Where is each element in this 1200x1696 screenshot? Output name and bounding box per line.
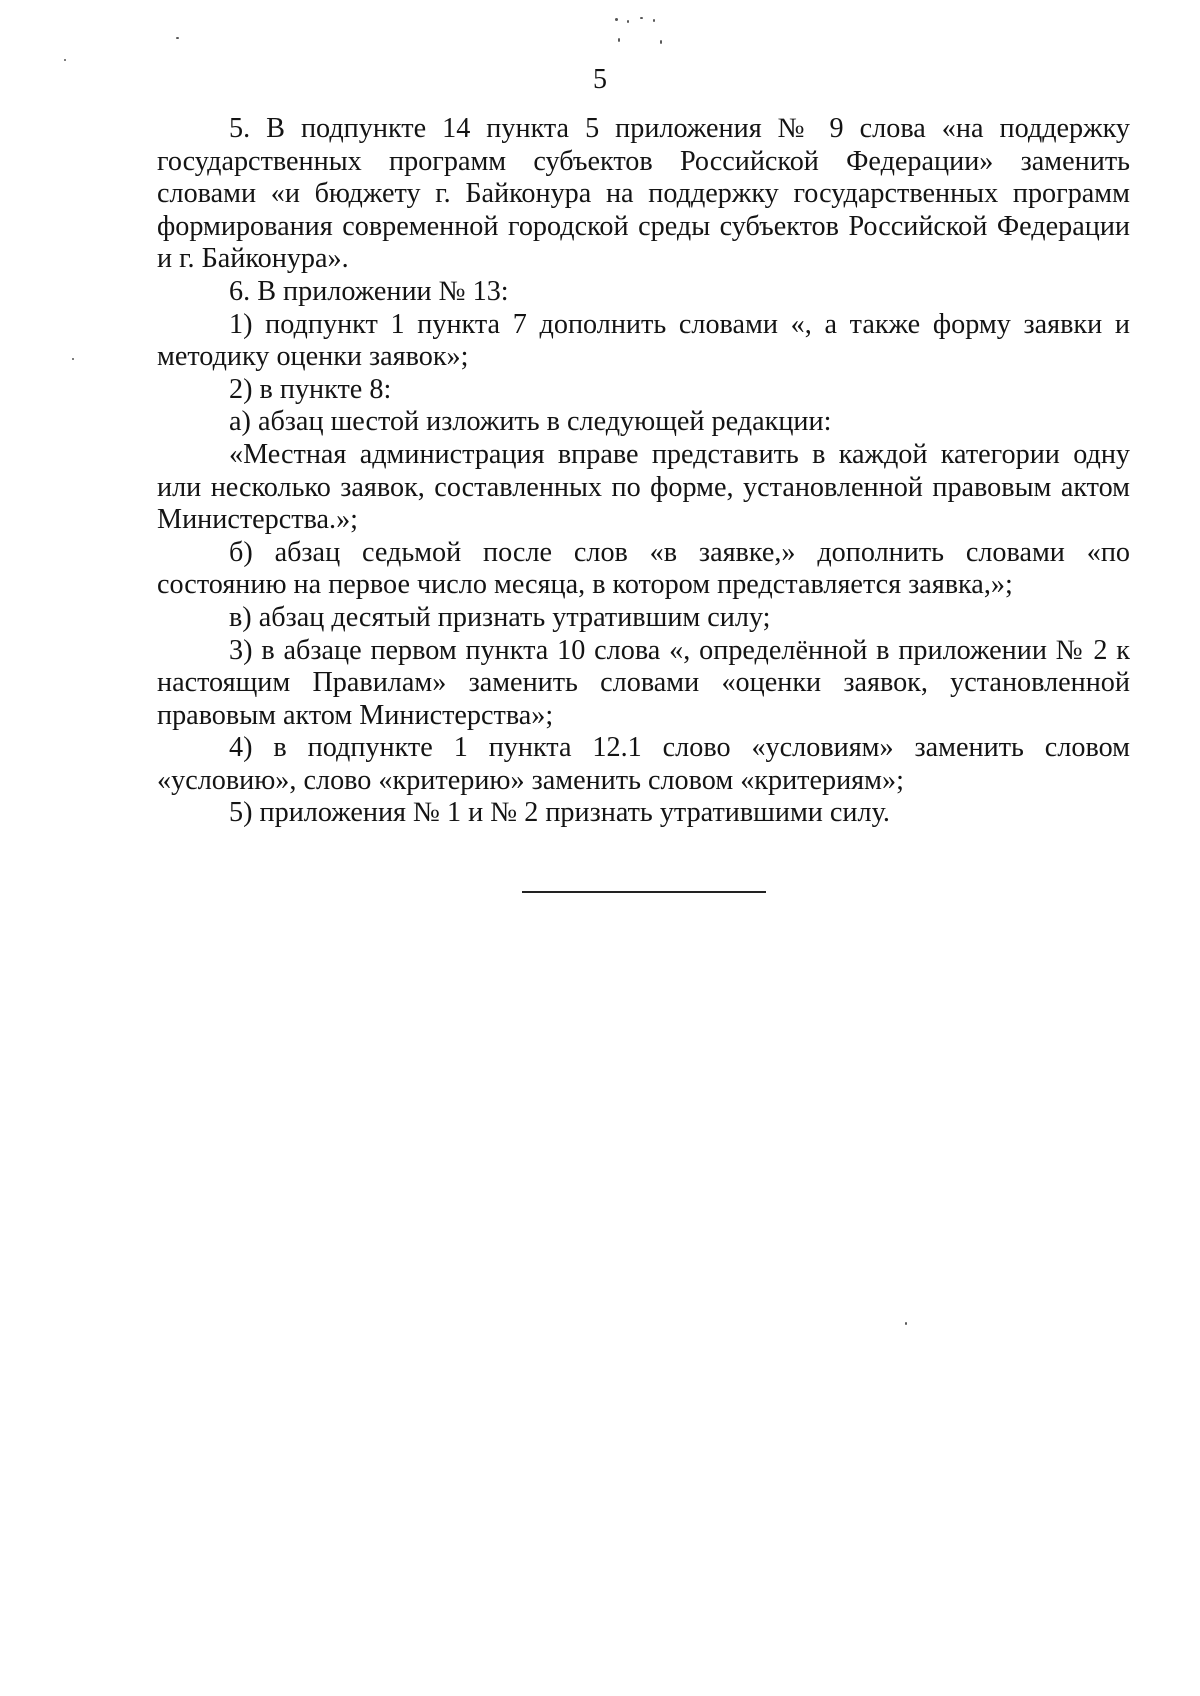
scan-artifact (64, 59, 66, 61)
page-number: 5 (593, 64, 607, 95)
paragraph-subitem-4: 4) в подпункте 1 пункта 12.1 слово «условиям» заменить словом «условию», слово «критерию» заменить словом «критериям»; (157, 732, 1130, 796)
closing-divider-line (522, 891, 766, 893)
scan-artifact (905, 1322, 907, 1325)
paragraph-subitem-2v: в) абзац десятый признать утратившим силу; (229, 601, 771, 633)
paragraph-subitem-1: 1) подпункт 1 пункта 7 дополнить словами «, а также форму заявки и методику оценки заявок»; (157, 308, 1130, 373)
scan-artifact (615, 18, 618, 21)
paragraph-subitem-2: 2) в пункте 8: (229, 373, 392, 405)
paragraph-item-6-heading: 6. В приложении № 13: (229, 275, 509, 307)
scan-artifact (640, 17, 643, 19)
scan-artifact (627, 20, 629, 23)
scan-artifact (653, 19, 655, 22)
paragraph-subitem-2b: б) абзац седьмой после слов «в заявке,» дополнить словами «по состоянию на первое число месяца, в котором представляется заявка,»; (157, 536, 1130, 601)
scan-artifact (618, 38, 620, 42)
scan-artifact (72, 358, 74, 360)
document-body (157, 113, 1130, 830)
scan-artifact (176, 37, 179, 39)
paragraph-subitem-3: 3) в абзаце первом пункта 10 слова «, определённой в приложении № 2 к настоящим Правилам» заменить словами «оценки заявок, установленной правовым актом Министерства»; (157, 634, 1130, 731)
paragraph-subitem-2a: а) абзац шестой изложить в следующей редакции: (229, 406, 832, 438)
paragraph-subitem-5: 5) приложения № 1 и № 2 признать утратившими силу. (229, 797, 890, 829)
paragraph-item-5: 5. В подпункте 14 пункта 5 приложения № 9 слова «на поддержку государственных программ субъектов Российской Федерации» заменить словами «и бюджету г. Байконура на поддержку государственных программ формирования современной городской среды субъектов Российской Федерации и г. Байконура». (157, 113, 1130, 275)
paragraph-quoted-text: «Местная администрация вправе представить в каждой категории одну или несколько заявок, составленных по форме, установленной правовым актом Министерства.»; (157, 438, 1130, 536)
scan-artifact (660, 40, 662, 44)
